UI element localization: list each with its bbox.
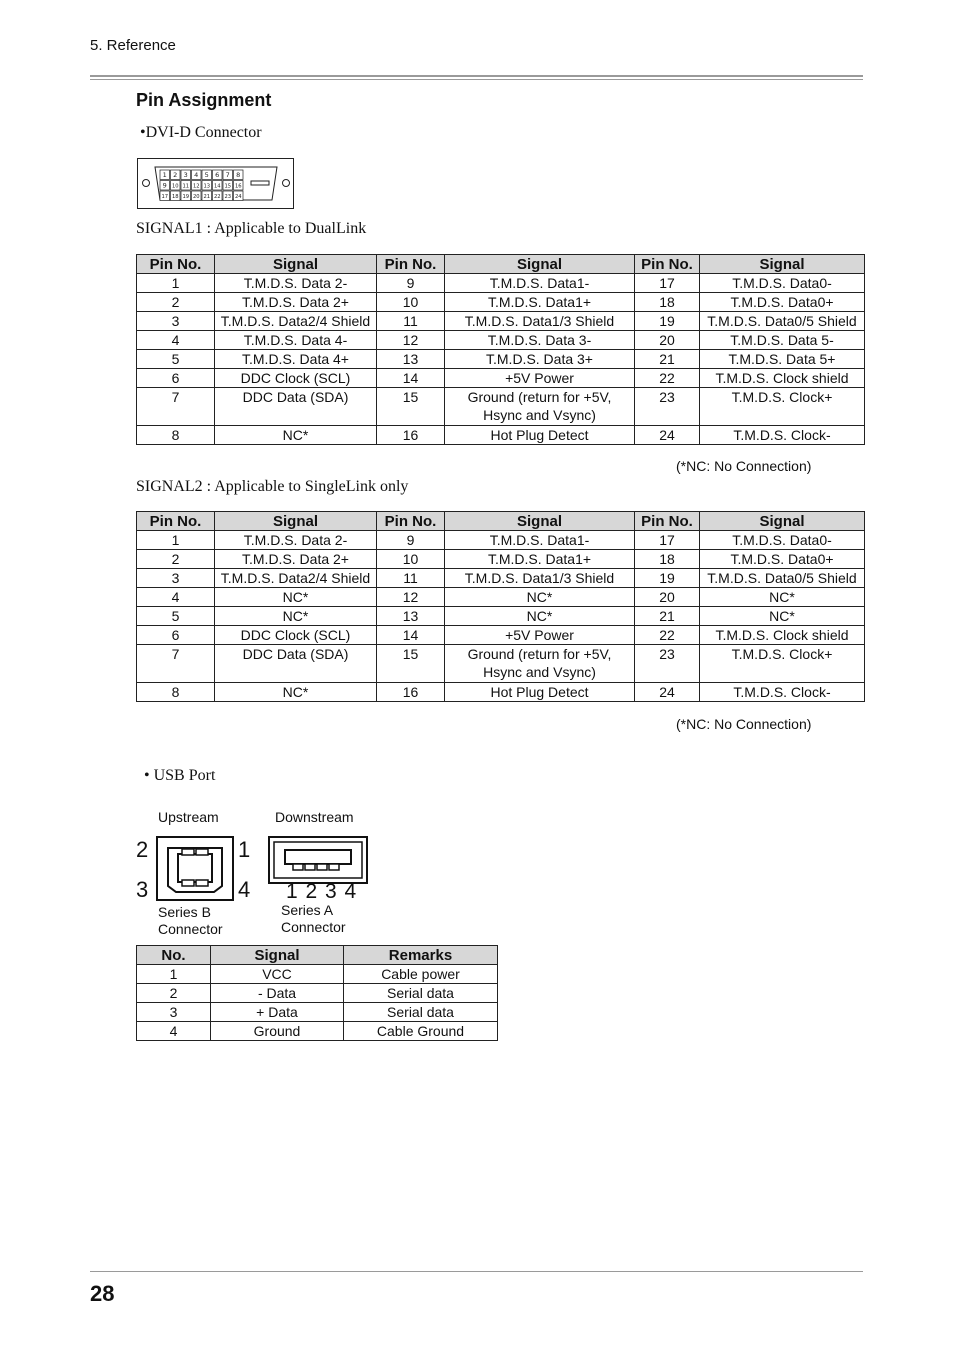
column-header: Pin No. bbox=[137, 512, 215, 531]
table-row bbox=[137, 293, 865, 312]
header-rule-thin bbox=[90, 79, 863, 80]
table-row bbox=[137, 1022, 498, 1041]
table-cell: Serial data bbox=[344, 1003, 498, 1022]
cell-text: DDC Data (SDA) bbox=[242, 389, 349, 405]
table-cell: 2 bbox=[137, 550, 215, 569]
signal2-table bbox=[136, 511, 865, 702]
cell-text: DDC Data (SDA) bbox=[242, 646, 349, 662]
table-cell: NC* bbox=[215, 588, 377, 607]
table-cell: T.M.D.S. Data 3- bbox=[445, 331, 635, 350]
table-cell: T.M.D.S. Data 2+ bbox=[215, 550, 377, 569]
column-header: Signal bbox=[211, 946, 344, 965]
table-cell: 12 bbox=[377, 331, 445, 350]
table-row bbox=[137, 369, 865, 388]
column-header: Pin No. bbox=[137, 255, 215, 274]
table-cell: 2 bbox=[137, 984, 211, 1003]
table-cell: T.M.D.S. Clock shield bbox=[700, 626, 865, 645]
dvi-connector-icon bbox=[137, 158, 294, 209]
dvi-pin-number: 21 bbox=[203, 194, 211, 200]
table-cell: T.M.D.S. Data 4- bbox=[215, 331, 377, 350]
table-row bbox=[137, 531, 865, 550]
table-cell: T.M.D.S. Clock shield bbox=[700, 369, 865, 388]
downstream-label: Downstream bbox=[275, 809, 354, 825]
series-b-pin-4: 4 bbox=[238, 877, 251, 902]
table-cell: NC* bbox=[700, 607, 865, 626]
table-cell: 6 bbox=[137, 369, 215, 388]
table-cell: T.M.D.S. Data1/3 Shield bbox=[445, 569, 635, 588]
dvi-pin-number: 8 bbox=[236, 171, 241, 179]
table-row bbox=[137, 569, 865, 588]
table-cell: T.M.D.S. Data 2+ bbox=[215, 293, 377, 312]
usb-bullet-label: • USB Port bbox=[144, 767, 216, 784]
table-cell: T.M.D.S. Data 2- bbox=[215, 531, 377, 550]
table-cell: DDC Clock (SCL) bbox=[215, 369, 377, 388]
table-cell: T.M.D.S. Data0- bbox=[700, 274, 865, 293]
table-cell bbox=[215, 645, 377, 683]
column-header: Signal bbox=[700, 512, 865, 531]
table-cell: T.M.D.S. Data0- bbox=[700, 531, 865, 550]
table-cell bbox=[137, 388, 215, 426]
usb-series-b-connector bbox=[156, 836, 234, 901]
table-cell: 4 bbox=[137, 1022, 211, 1041]
table-cell: 1 bbox=[137, 531, 215, 550]
table-cell: NC* bbox=[445, 588, 635, 607]
table-cell: T.M.D.S. Data 2- bbox=[215, 274, 377, 293]
table-cell: 11 bbox=[377, 312, 445, 331]
table-cell bbox=[700, 388, 865, 426]
column-header: Pin No. bbox=[635, 255, 700, 274]
table-row bbox=[137, 1003, 498, 1022]
table-cell: 3 bbox=[137, 569, 215, 588]
series-a-caption-line2: Connector bbox=[281, 919, 346, 935]
table-row bbox=[137, 550, 865, 569]
usb-table bbox=[136, 945, 498, 1041]
usb-b-icon bbox=[156, 836, 234, 901]
table-cell: 10 bbox=[377, 550, 445, 569]
table-cell: 17 bbox=[635, 531, 700, 550]
table-cell: 2 bbox=[137, 293, 215, 312]
table-cell: +5V Power bbox=[445, 626, 635, 645]
dvi-pin-number: 22 bbox=[213, 194, 221, 200]
cell-text: 7 bbox=[171, 389, 180, 405]
table-cell: 5 bbox=[137, 350, 215, 369]
usb-a-icon bbox=[268, 836, 368, 884]
table-cell: 4 bbox=[137, 331, 215, 350]
page-number: 28 bbox=[90, 1281, 115, 1306]
column-header: Pin No. bbox=[377, 512, 445, 531]
table-cell: T.M.D.S. Data1- bbox=[445, 274, 635, 293]
series-a-pin-numbers: 1 2 3 4 bbox=[286, 880, 358, 903]
table-cell: 21 bbox=[635, 607, 700, 626]
dvi-pin-number: 23 bbox=[224, 194, 232, 200]
dvi-pin-number: 1 bbox=[162, 171, 167, 179]
dvi-pin-number: 12 bbox=[192, 183, 200, 190]
table-cell: 14 bbox=[377, 369, 445, 388]
table-row bbox=[137, 331, 865, 350]
table-cell bbox=[377, 388, 445, 426]
dvi-connector-diagram bbox=[137, 158, 294, 209]
cell-text: 23 bbox=[659, 389, 675, 405]
signal2-heading: SIGNAL2 : Applicable to SingleLink only bbox=[136, 478, 409, 495]
cell-text: T.M.D.S. Clock+ bbox=[731, 389, 833, 405]
table-cell bbox=[445, 388, 635, 426]
series-b-pin-3: 3 bbox=[136, 877, 149, 902]
table-cell bbox=[377, 645, 445, 683]
column-header: Signal bbox=[445, 512, 635, 531]
table-cell: 5 bbox=[137, 607, 215, 626]
table-cell: 16 bbox=[377, 426, 445, 445]
table-cell: 1 bbox=[137, 965, 211, 984]
section-header: 5. Reference bbox=[90, 37, 176, 54]
table-cell: 24 bbox=[635, 426, 700, 445]
table-cell: T.M.D.S. Data0+ bbox=[700, 293, 865, 312]
table-header-row bbox=[137, 512, 865, 531]
table-cell: T.M.D.S. Data0/5 Shield bbox=[700, 569, 865, 588]
table-cell: 19 bbox=[635, 312, 700, 331]
table-cell: 22 bbox=[635, 626, 700, 645]
table-cell: 22 bbox=[635, 369, 700, 388]
dvi-bullet-label: •DVI-D Connector bbox=[140, 124, 262, 141]
column-header: Signal bbox=[445, 255, 635, 274]
cell-text-line2: Hsync and Vsync) bbox=[483, 664, 596, 680]
table-cell: 11 bbox=[377, 569, 445, 588]
table-cell: 14 bbox=[377, 626, 445, 645]
table-row bbox=[137, 388, 865, 426]
table-cell: 6 bbox=[137, 626, 215, 645]
table-cell: 8 bbox=[137, 426, 215, 445]
table-cell: T.M.D.S. Data1/3 Shield bbox=[445, 312, 635, 331]
table-cell: 9 bbox=[377, 531, 445, 550]
cell-text: 15 bbox=[402, 646, 419, 662]
signal1-heading: SIGNAL1 : Applicable to DualLink bbox=[136, 220, 367, 237]
column-header: Signal bbox=[215, 255, 377, 274]
cell-text: 23 bbox=[659, 646, 675, 662]
table-cell: 4 bbox=[137, 588, 215, 607]
table-cell: 8 bbox=[137, 683, 215, 702]
dvi-pin-number: 14 bbox=[213, 183, 221, 190]
table-header-row bbox=[137, 255, 865, 274]
signal2-note: (*NC: No Connection) bbox=[676, 716, 812, 732]
table-cell: 20 bbox=[635, 588, 700, 607]
table-cell: - Data bbox=[211, 984, 344, 1003]
signal1-table bbox=[136, 254, 865, 445]
column-header: Pin No. bbox=[635, 512, 700, 531]
table-cell: 10 bbox=[377, 293, 445, 312]
table-cell: T.M.D.S. Data0/5 Shield bbox=[700, 312, 865, 331]
table-cell: 3 bbox=[137, 312, 215, 331]
table-header-row bbox=[137, 946, 498, 965]
series-b-caption-line2: Connector bbox=[158, 921, 223, 937]
dvi-pin-number: 5 bbox=[204, 171, 209, 179]
table-row bbox=[137, 965, 498, 984]
table-cell: T.M.D.S. Clock- bbox=[700, 426, 865, 445]
table-cell: T.M.D.S. Data 4+ bbox=[215, 350, 377, 369]
table-cell: T.M.D.S. Data 5- bbox=[700, 331, 865, 350]
table-cell bbox=[445, 645, 635, 683]
dvi-pin-number: 16 bbox=[234, 183, 242, 190]
cell-text-line2: Hsync and Vsync) bbox=[483, 407, 596, 423]
table-cell: NC* bbox=[445, 607, 635, 626]
table-row bbox=[137, 312, 865, 331]
table-cell: T.M.D.S. Data 3+ bbox=[445, 350, 635, 369]
table-cell: 16 bbox=[377, 683, 445, 702]
table-cell: T.M.D.S. Data1+ bbox=[445, 293, 635, 312]
table-cell: 3 bbox=[137, 1003, 211, 1022]
cell-text: T.M.D.S. Clock+ bbox=[731, 646, 833, 662]
table-cell: 17 bbox=[635, 274, 700, 293]
table-cell bbox=[635, 388, 700, 426]
dvi-pin-number: 18 bbox=[171, 194, 179, 200]
table-row bbox=[137, 607, 865, 626]
signal1-note: (*NC: No Connection) bbox=[676, 458, 812, 474]
dvi-pin-number: 4 bbox=[194, 171, 199, 179]
table-cell: T.M.D.S. Data1- bbox=[445, 531, 635, 550]
table-cell: 12 bbox=[377, 588, 445, 607]
table-cell: VCC bbox=[211, 965, 344, 984]
table-cell: T.M.D.S. Data2/4 Shield bbox=[215, 569, 377, 588]
table-cell: T.M.D.S. Data 5+ bbox=[700, 350, 865, 369]
table-cell: 13 bbox=[377, 350, 445, 369]
cell-text: 7 bbox=[171, 646, 180, 662]
dvi-pin-number: 20 bbox=[192, 194, 200, 200]
table-row bbox=[137, 274, 865, 293]
table-cell: Ground bbox=[211, 1022, 344, 1041]
table-cell bbox=[635, 645, 700, 683]
table-cell: Hot Plug Detect bbox=[445, 426, 635, 445]
table-cell: DDC Clock (SCL) bbox=[215, 626, 377, 645]
dvi-pin-number: 19 bbox=[182, 194, 190, 200]
dvi-pin-number: 7 bbox=[225, 171, 230, 179]
table-row bbox=[137, 984, 498, 1003]
dvi-pin-number: 2 bbox=[173, 171, 178, 179]
table-cell: Cable power bbox=[344, 965, 498, 984]
table-cell: NC* bbox=[700, 588, 865, 607]
column-header: Signal bbox=[215, 512, 377, 531]
series-b-pin-1: 1 bbox=[238, 837, 251, 862]
table-cell: 24 bbox=[635, 683, 700, 702]
dvi-pin-number: 24 bbox=[234, 194, 242, 200]
dvi-pin-number: 9 bbox=[162, 181, 167, 190]
table-cell: 9 bbox=[377, 274, 445, 293]
series-b-caption bbox=[158, 904, 223, 938]
table-cell bbox=[215, 388, 377, 426]
table-cell: 1 bbox=[137, 274, 215, 293]
dvi-pin-number: 6 bbox=[215, 171, 220, 179]
table-cell: T.M.D.S. Data2/4 Shield bbox=[215, 312, 377, 331]
cell-text: Ground (return for +5V, bbox=[467, 389, 612, 405]
cell-text: 15 bbox=[402, 389, 419, 405]
usb-series-a-connector bbox=[268, 836, 368, 884]
table-row bbox=[137, 588, 865, 607]
upstream-label: Upstream bbox=[158, 809, 219, 825]
series-b-pin-2: 2 bbox=[136, 837, 149, 862]
table-cell: NC* bbox=[215, 607, 377, 626]
series-b-caption-line1: Series B bbox=[158, 904, 211, 920]
cell-text: Ground (return for +5V, bbox=[467, 646, 612, 662]
table-cell bbox=[137, 645, 215, 683]
table-cell: T.M.D.S. Clock- bbox=[700, 683, 865, 702]
table-cell: 20 bbox=[635, 331, 700, 350]
column-header: No. bbox=[137, 946, 211, 965]
table-cell: + Data bbox=[211, 1003, 344, 1022]
table-cell: 18 bbox=[635, 550, 700, 569]
dvi-pin-number: 10 bbox=[171, 183, 179, 190]
table-row bbox=[137, 645, 865, 683]
dvi-pin-number: 11 bbox=[182, 183, 190, 190]
table-cell: 19 bbox=[635, 569, 700, 588]
table-cell: +5V Power bbox=[445, 369, 635, 388]
page-title: Pin Assignment bbox=[136, 90, 272, 110]
column-header: Pin No. bbox=[377, 255, 445, 274]
dvi-pin-number: 17 bbox=[161, 194, 169, 200]
table-cell: 18 bbox=[635, 293, 700, 312]
table-cell: NC* bbox=[215, 683, 377, 702]
header-rule bbox=[90, 75, 863, 77]
footer-rule bbox=[90, 1271, 863, 1272]
table-cell: 21 bbox=[635, 350, 700, 369]
dvi-pin-number: 15 bbox=[224, 183, 232, 190]
column-header: Remarks bbox=[344, 946, 498, 965]
table-row bbox=[137, 626, 865, 645]
column-header: Signal bbox=[700, 255, 865, 274]
table-cell: T.M.D.S. Data1+ bbox=[445, 550, 635, 569]
table-row bbox=[137, 350, 865, 369]
table-cell: T.M.D.S. Data0+ bbox=[700, 550, 865, 569]
table-cell: Serial data bbox=[344, 984, 498, 1003]
table-cell: Hot Plug Detect bbox=[445, 683, 635, 702]
series-a-caption bbox=[281, 902, 346, 936]
table-row bbox=[137, 426, 865, 445]
series-a-caption-line1: Series A bbox=[281, 902, 334, 918]
table-row bbox=[137, 683, 865, 702]
table-cell: NC* bbox=[215, 426, 377, 445]
table-cell bbox=[700, 645, 865, 683]
dvi-pin-number: 13 bbox=[203, 183, 211, 190]
table-cell: Cable Ground bbox=[344, 1022, 498, 1041]
table-cell: 13 bbox=[377, 607, 445, 626]
dvi-pin-number: 3 bbox=[183, 171, 188, 179]
